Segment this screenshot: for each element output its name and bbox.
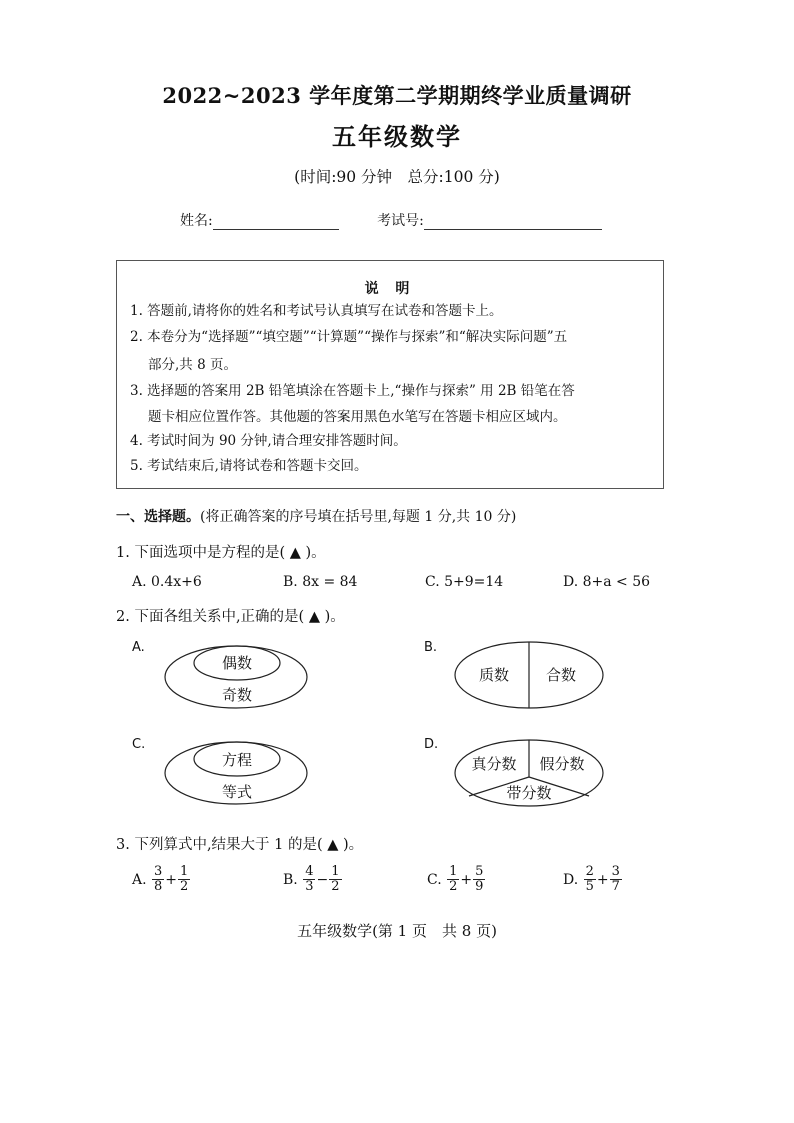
q3-option-a xyxy=(132,865,191,894)
q2b-left-label: 质数 xyxy=(478,666,510,684)
operator: + xyxy=(596,871,609,888)
q2d-left-label: 真分数 xyxy=(471,755,517,773)
q2c-inner-label: 方程 xyxy=(221,751,253,769)
question-3-stem: 3. 下列算式中,结果大于 1 的是( ▲ )。 xyxy=(116,837,364,853)
q3c-label: C. xyxy=(427,871,442,888)
q2-label-c: C. xyxy=(132,737,146,752)
q3a-label: A. xyxy=(132,871,147,888)
fraction: $\frac{1}{2}$ xyxy=(180,864,189,894)
instruction-item: 4. 考试时间为 90 分钟,请合理安排答题时间。 xyxy=(130,433,407,449)
fraction: $\frac{3}{7}$ xyxy=(611,864,620,894)
q1-option-d: D. 8+a < 56 xyxy=(563,574,651,590)
q2d-bottom-label: 带分数 xyxy=(506,784,552,802)
fraction: $\frac{1}{2}$ xyxy=(331,864,340,894)
question-2-stem: 2. 下面各组关系中,正确的是( ▲ )。 xyxy=(116,609,345,625)
operator: + xyxy=(460,871,473,888)
fraction: $\frac{5}{9}$ xyxy=(475,864,484,894)
instruction-item: 部分,共 8 页。 xyxy=(148,357,237,373)
fraction: $\frac{3}{8}$ xyxy=(154,864,163,894)
instruction-item: 1. 答题前,请将你的姓名和考试号认真填写在试卷和答题卡上。 xyxy=(130,303,503,319)
q2b-right-label: 合数 xyxy=(545,666,577,684)
q2-label-a: A. xyxy=(132,640,145,655)
q3-option-d xyxy=(563,865,623,894)
instruction-item: 2. 本卷分为“选择题”“填空题”“计算题”“操作与探索”和“解决实际问题”五 xyxy=(130,329,568,345)
q2c-outer-label: 等式 xyxy=(221,783,253,801)
instructions-heading: 说 明 xyxy=(364,281,416,297)
time-info: (时间:90 分钟 总分:100 分) xyxy=(294,168,500,186)
exam-subject: 五年级数学 xyxy=(332,122,462,151)
q2-label-d: D. xyxy=(424,737,439,752)
q3d-label: D. xyxy=(563,871,579,888)
fraction: $\frac{4}{3}$ xyxy=(305,864,314,894)
q1-option-b: B. 8x = 84 xyxy=(283,574,358,590)
q3-option-b xyxy=(283,865,343,894)
instruction-item: 5. 考试结束后,请将试卷和答题卡交回。 xyxy=(130,458,368,474)
page-footer: 五年级数学(第 1 页 共 8 页) xyxy=(297,922,497,940)
q3b-label: B. xyxy=(283,871,298,888)
section-title: 一、选择题。 xyxy=(116,509,200,525)
question-1-stem: 1. 下面选项中是方程的是( ▲ )。 xyxy=(116,545,326,561)
operator: − xyxy=(316,871,329,888)
q1-option-c: C. 5+9=14 xyxy=(425,574,504,590)
q2-label-b: B. xyxy=(424,640,438,655)
q2a-inner-label: 偶数 xyxy=(221,654,253,672)
exam-title: 2022~2023 学年度第二学期期终学业质量调研 xyxy=(162,83,632,108)
q1-option-a: A. 0.4x+6 xyxy=(132,574,202,590)
fraction: $\frac{2}{5}$ xyxy=(585,864,594,894)
name-label: 姓名: xyxy=(180,213,213,229)
section-note: (将正确答案的序号填在括号里,每题 1 分,共 10 分) xyxy=(200,509,517,525)
operator: + xyxy=(165,871,178,888)
instruction-item: 题卡相应位置作答。其他题的答案用黑色水笔写在答题卡相应区域内。 xyxy=(148,409,567,425)
instruction-item: 3. 选择题的答案用 2B 铅笔填涂在答题卡上,“操作与探索” 用 2B 铅笔在答 xyxy=(130,383,575,399)
q2a-outer-label: 奇数 xyxy=(221,686,253,704)
fraction: $\frac{1}{2}$ xyxy=(449,864,458,894)
q3-option-c xyxy=(427,865,486,894)
q2d-right-label: 假分数 xyxy=(539,755,585,773)
exam-no-label: 考试号: xyxy=(377,213,424,229)
